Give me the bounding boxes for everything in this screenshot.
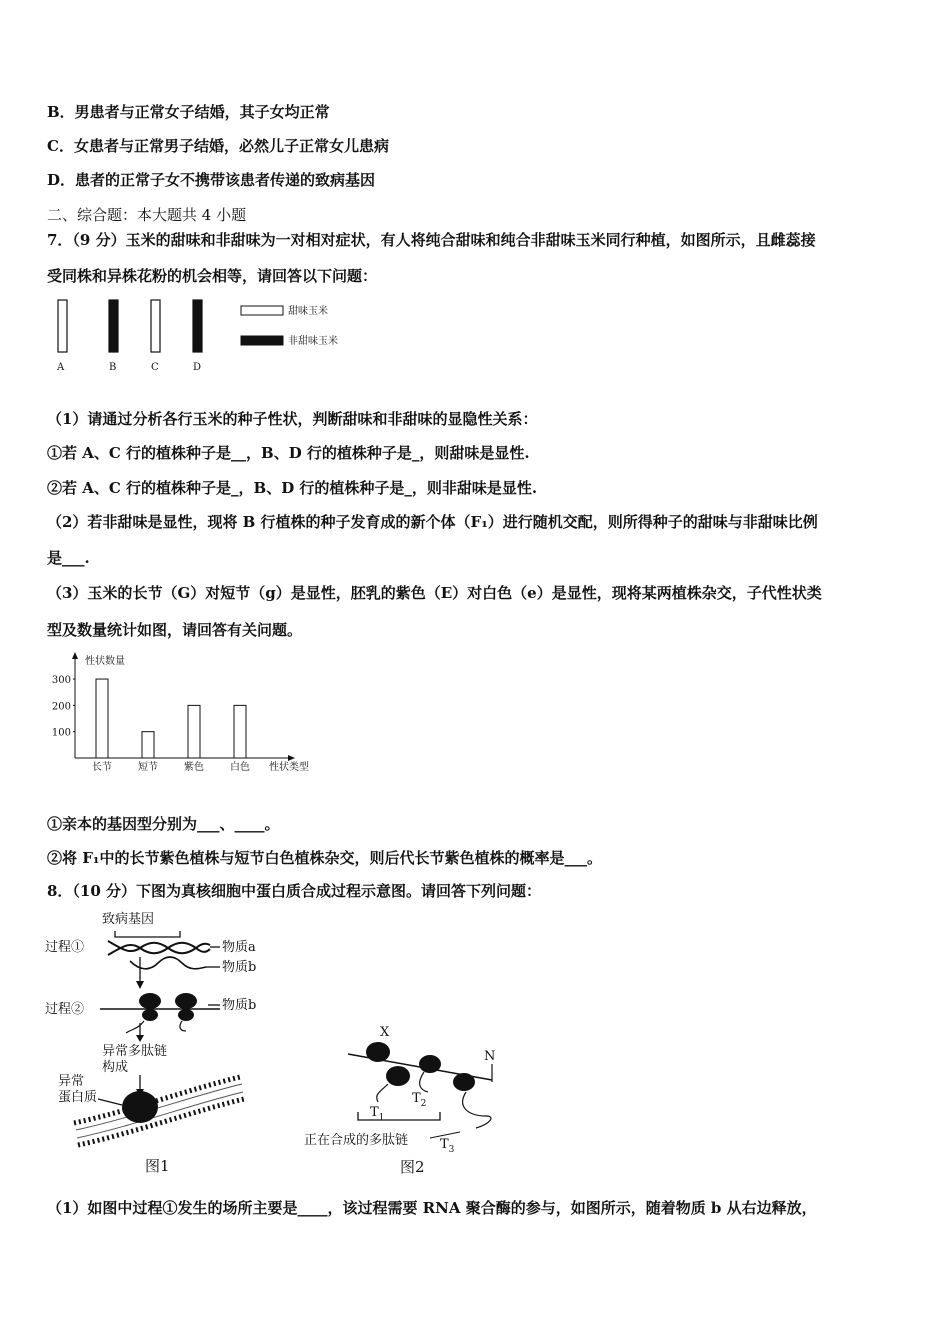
option-d: D．患者的正常子女不携带该患者传递的致病基因: [47, 171, 376, 189]
fig2-t1-letter: T: [370, 1105, 379, 1120]
membrane-tails: [76, 1084, 243, 1138]
chart-category-label: 长节: [92, 762, 112, 773]
fig2-chain-1: [377, 1084, 388, 1102]
fig1-substance-b2: 物质b: [222, 998, 257, 1013]
chart-y-arrow: [72, 652, 78, 659]
fig2-ribosome-4: [453, 1073, 475, 1091]
chart-ytick-label: 300: [51, 675, 71, 687]
q7-part3-b: ②将 F₁中的长节紫色植株与短节白色植株杂交，则后代长节紫色植株的概率是___。: [47, 849, 602, 867]
q8-part1: （1）如图中过程①发生的场所主要是____，该过程需要 RNA 聚合酶的参与，如图所示，随着物质 b 从右边释放，: [47, 1199, 817, 1217]
q7-part3-line2: 型及数量统计如图，请回答有关问题。: [47, 621, 303, 639]
chart-bar: [142, 732, 154, 758]
chart-ytick-label: 200: [51, 701, 71, 713]
chart-bar: [234, 705, 246, 758]
fig2-t2: [412, 1091, 426, 1109]
chart-category-label: 白色: [230, 762, 250, 773]
fig2-caption: 图2: [400, 1158, 425, 1176]
fig1-protein-2: 蛋白质: [58, 1090, 98, 1105]
option-b: B．男患者与正常女子结婚，其子女均正常: [47, 103, 330, 121]
fig2-t3-sub: 3: [448, 1145, 455, 1155]
chart-ytick-label: 100: [51, 727, 71, 739]
fig1-chain-2: 构成: [102, 1060, 129, 1075]
corn-rows-figure: [45, 292, 365, 382]
fig2-chain-2: [420, 1072, 428, 1092]
fig2-x-label: X: [380, 1025, 390, 1040]
q7-part2-line2: 是___.: [47, 549, 90, 567]
legend-nonsweet-label: 非甜味玉米: [288, 336, 338, 347]
fig1-caption: 图1: [145, 1157, 170, 1175]
row-c-label: C: [151, 362, 159, 373]
q7-stem-line2: 受同株和异株花粉的机会相等，请回答以下问题：: [47, 267, 378, 285]
figure-2: [300, 1020, 520, 1180]
ribosome-2-top: [175, 993, 197, 1009]
row-d-bar: [193, 300, 202, 352]
q7-part3-a: ①亲本的基因型分别为___、____。: [47, 815, 280, 833]
q7-part1-b: ②若 A、C 行的植株种子是_，B、D 行的植株种子是_，则非甜味是显性.: [47, 479, 538, 497]
q8-stem: 8．（10 分）下图为真核细胞中蛋白质合成过程示意图。请回答下列问题：: [47, 882, 542, 900]
ribosome-1-top: [139, 993, 161, 1009]
row-b-bar: [109, 300, 118, 352]
polypeptide-1: [126, 1021, 144, 1033]
row-c-bar: [151, 300, 160, 352]
q7-part1-a: ①若 A、C 行的植株种子是__，B、D 行的植株种子是_，则甜味是显性.: [47, 444, 530, 462]
row-a-label: A: [57, 362, 65, 373]
q7-part3-line1: （3）玉米的长节（G）对短节（g）是显性，胚乳的紫色（E）对白色（e）是显性，现将某两植株杂交，子代性状类: [47, 584, 822, 602]
fig2-synthesizing: 正在合成的多肽链: [304, 1133, 409, 1148]
chart-x-label: 性状类型: [269, 762, 309, 773]
q7-stem-line1: 7．（9 分）玉米的甜味和非甜味为一对相对症状，有人将纯合甜味和纯合非甜味玉米同行种植，如图所示，且雌蕊接: [47, 231, 816, 249]
row-a-bar: [58, 300, 67, 352]
fig2-t3: [440, 1137, 455, 1155]
fig1-protein-1: 异常: [58, 1074, 85, 1089]
chart-x-arrow: [288, 755, 295, 761]
legend-sweet-label: 甜味玉米: [288, 306, 328, 317]
fig2-n-label: N: [484, 1049, 496, 1064]
q7-part2-line1: （2）若非甜味是显性，现将 B 行植株的种子发育成的新个体（F₁）进行随机交配，则所得种子的甜味与非甜味比例: [47, 513, 818, 531]
polypeptide-2: [180, 1021, 186, 1031]
fig1-substance-a: 物质a: [222, 940, 256, 955]
chart-bar: [188, 705, 200, 758]
chart-y-label: 性状数量: [85, 656, 125, 667]
fig1-process1: 过程①: [45, 940, 85, 955]
chart-bar: [96, 679, 108, 758]
fig2-chain-3: [463, 1092, 491, 1128]
fig2-t2-sub: 2: [420, 1099, 427, 1109]
chart-category-label: 紫色: [184, 762, 204, 773]
arrow-1-head: [136, 981, 144, 989]
fig1-substance-b1: 物质b: [222, 960, 257, 975]
chart-category-label: 短节: [138, 762, 158, 773]
legend-nonsweet-swatch: [241, 336, 283, 345]
trait-bar-chart: [45, 650, 335, 780]
ribosome-2-bottom: [178, 1009, 194, 1021]
row-b-label: B: [109, 362, 117, 373]
fig1-chain-1: 异常多肽链: [102, 1044, 168, 1059]
fig2-ribosome-1: [366, 1042, 390, 1062]
fig2-t2-letter: T: [412, 1091, 421, 1106]
fig1-gene-label: 致病基因: [102, 912, 155, 927]
arrow-2-head: [136, 1035, 144, 1042]
q7-part1: （1）请通过分析各行玉米的种子性状，判断甜味和非甜味的显隐性关系：: [47, 410, 538, 428]
section-2-title: 二、综合题：本大题共 4 小题: [47, 206, 247, 224]
abnormal-protein-blob: [122, 1091, 158, 1123]
fig2-ribosome-2: [386, 1066, 410, 1086]
option-c: C．女患者与正常男子结婚，必然儿子正常女儿患病: [47, 137, 389, 155]
legend-sweet-swatch: [241, 306, 283, 315]
fig2-t3-letter: T: [440, 1137, 449, 1152]
figure-1: [40, 905, 300, 1180]
membrane-lower: [78, 1099, 244, 1145]
fig2-t1-sub: 1: [378, 1113, 385, 1123]
ribosome-1-bottom: [142, 1009, 158, 1021]
fig2-ribosome-3: [419, 1055, 441, 1073]
fig1-process2: 过程②: [45, 1002, 85, 1017]
protein-pointer: [98, 1099, 122, 1105]
row-d-label: D: [193, 362, 202, 373]
gene-bracket: [115, 931, 180, 937]
mrna-strand: [130, 957, 206, 969]
